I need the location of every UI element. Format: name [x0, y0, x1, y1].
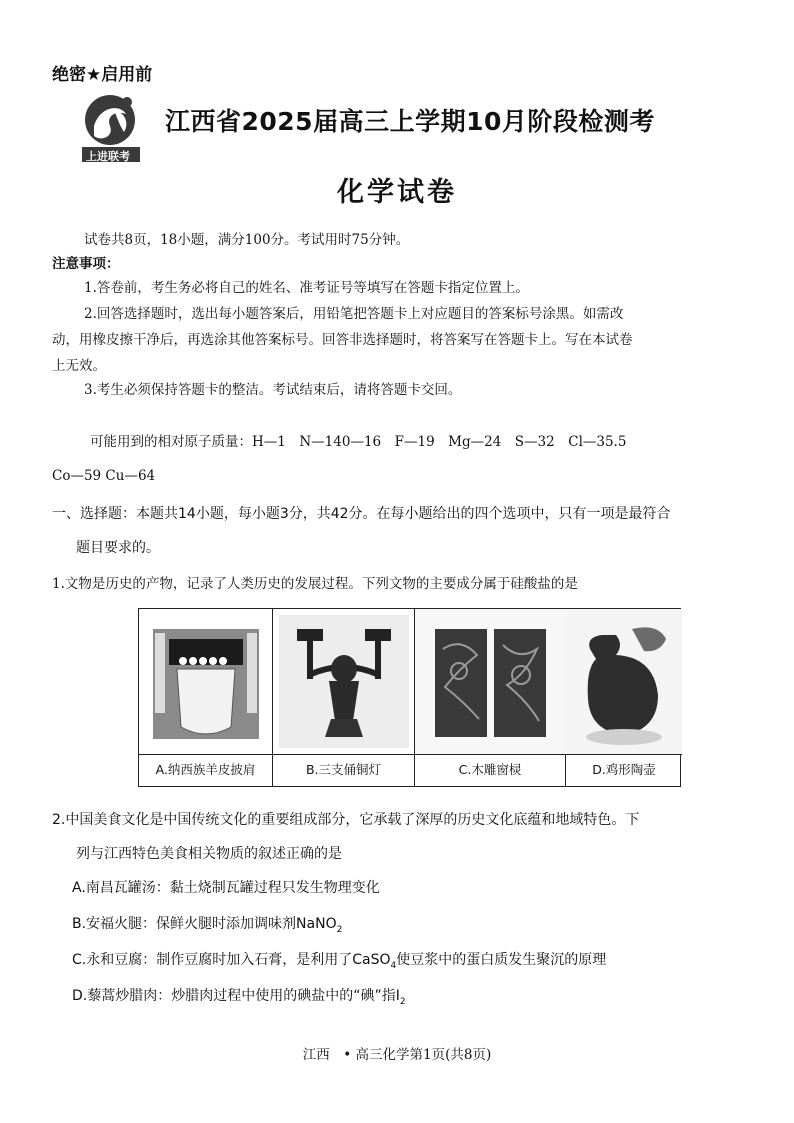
notice-item-1: 1.答卷前，考生务必将自己的姓名、准考证号等填写在答题卡指定位置上。: [84, 280, 529, 296]
sheepskin-cape-icon: [139, 609, 273, 754]
option-c-subscript: 4: [390, 960, 397, 971]
wood-carved-window-icon: [415, 609, 566, 754]
option-c-text-end: 使豆浆中的蛋白质发生聚沉的原理: [396, 952, 607, 968]
option-d-text: D.藜蒿炒腊肉：炒腊肉过程中使用的碘盐中的“碘”指I: [72, 988, 400, 1004]
question-2-option-a: A.南昌瓦罐汤：黏土烧制瓦罐过程只发生物理变化: [72, 880, 380, 896]
chicken-pottery-pot-icon: [566, 609, 682, 754]
bronze-lamp-icon: [273, 609, 415, 754]
option-d-image: [566, 609, 682, 755]
confidential-label: 绝密★启用前: [52, 65, 153, 85]
notice-item-2-line3: 上无效。: [52, 358, 106, 374]
option-d-label: D.鸡形陶壶: [592, 762, 656, 777]
question-1-stem: 1.文物是历史的产物，记录了人类历史的发展过程。下列文物的主要成分属于硅酸盐的是: [52, 576, 578, 592]
option-b-text: B.安福火腿：保鲜火腿时添加调味剂NaNO: [72, 916, 337, 932]
option-a-label: A.纳西族羊皮披肩: [155, 762, 256, 777]
section-1-heading: 一、选择题：本题共14小题，每小题3分，共42分。在每小题给出的四个选项中，只有一项是最符合: [52, 506, 671, 522]
notice-item-3: 3.考生必须保持答题卡的整洁。考试结束后，请将答题卡交回。: [84, 382, 462, 398]
option-d-cell: [566, 609, 682, 786]
notice-item-2-line2: 动，用橡皮擦干净后，再选涂其他答案标号。回答非选择题时，将答案写在答题卡上。写在本试卷: [52, 332, 633, 348]
notice-item-2-line1: 2.回答选择题时，选出每小题答案后，用铅笔把答题卡上对应题目的答案标号涂黑。如需改: [84, 306, 624, 322]
option-c-image: [415, 609, 565, 755]
option-b-image: [273, 609, 414, 755]
notice-heading: 注意事项：: [52, 256, 120, 272]
option-b-cell: [273, 609, 415, 786]
atomic-masses-line2: Co—59 Cu—64: [52, 468, 156, 484]
question-2-option-b: [72, 912, 342, 942]
logo-text: 上进联考: [86, 150, 130, 163]
question-2-option-c: [72, 948, 606, 978]
paper-subtitle: 化学试卷: [337, 177, 457, 208]
question-1-options-table: [138, 608, 681, 787]
paper-intro: 试卷共8页，18小题，满分100分。考试用时75分钟。: [84, 232, 410, 248]
option-c-text: C.永和豆腐：制作豆腐时加入石膏，是利用了CaSO: [72, 952, 391, 968]
exam-logo: [80, 92, 144, 164]
option-d-subscript: 2: [399, 996, 406, 1007]
question-2-stem-line1: 2.中国美食文化是中国传统文化的重要组成部分，它承载了深厚的历史文化底蕴和地域特色。下: [52, 812, 640, 828]
page-footer: 江西 • 高三化学第1页(共8页): [302, 1047, 492, 1063]
atomic-masses-line1: 可能用到的相对原子质量：H—1 N—140—16 F—19 Mg—24 S—32 Cl—35.5: [90, 434, 627, 450]
option-c-label: C.木雕窗棂: [458, 762, 522, 777]
option-b-label: B.三支俑铜灯: [305, 762, 382, 777]
question-2-option-d: [72, 984, 406, 1014]
option-a-image: [139, 609, 272, 755]
section-1-heading-line2: 题目要求的。: [76, 540, 160, 556]
option-a-cell: [139, 609, 273, 786]
option-b-subscript: 2: [336, 924, 343, 935]
question-2-stem-line2: 列与江西特色美食相关物质的叙述正确的是: [76, 846, 342, 862]
exam-title: 江西省2025届高三上学期10月阶段检测考: [165, 107, 655, 136]
option-c-cell: [415, 609, 566, 786]
